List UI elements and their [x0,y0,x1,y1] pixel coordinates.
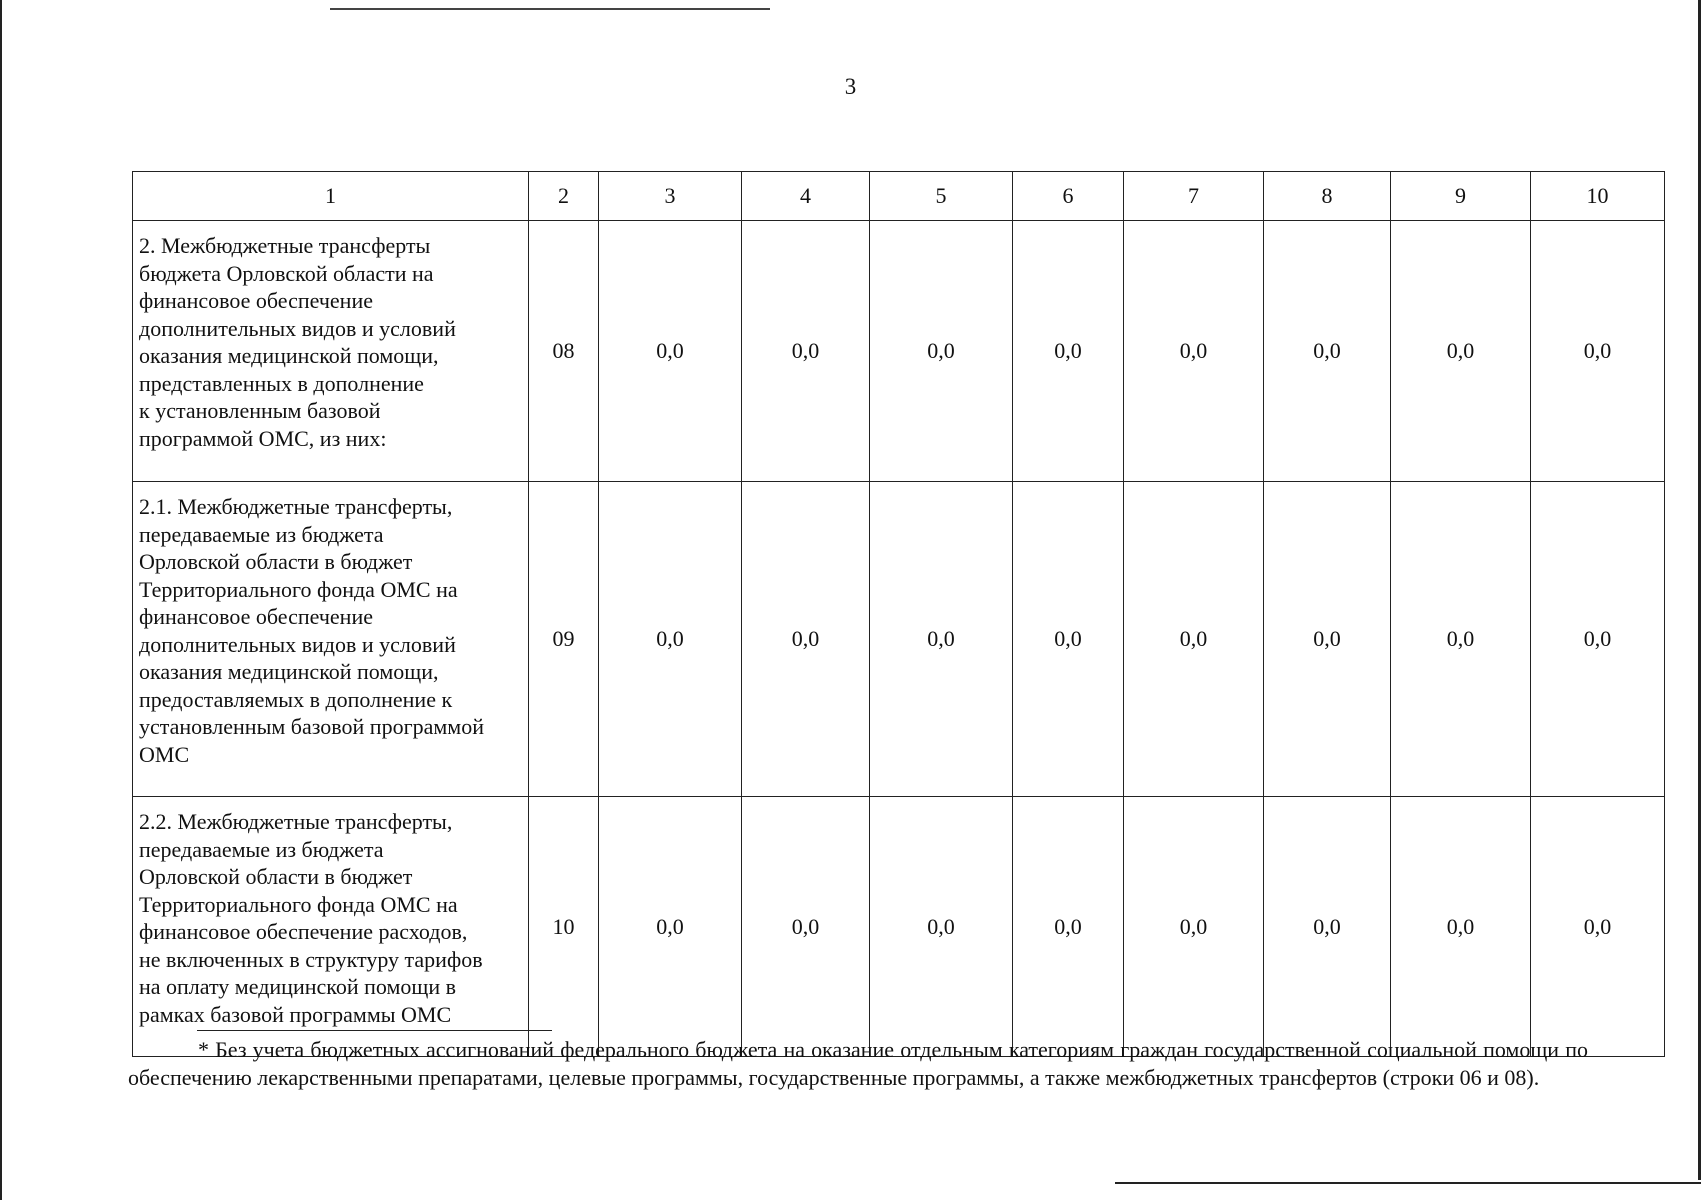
value-cell: 0,0 [742,482,870,797]
value-cell: 0,0 [870,797,1013,1057]
value-cell: 0,0 [870,221,1013,482]
table-row [133,221,1665,482]
value-cell: 0,0 [870,482,1013,797]
value-cell: 0,0 [599,797,742,1057]
row-label: 2. Межбюджетные трансферты бюджета Орловской области на финансовое обеспечение дополнительных видов и условий оказания медицинской помощи, представленных в дополнение к установленным базовой программой ОМС, из них: [133,221,529,482]
row-code: 08 [529,221,599,482]
table-header-row [133,172,1665,221]
row-label: 2.1. Межбюджетные трансферты, передаваемые из бюджета Орловской области в бюджет Территориального фонда ОМС на финансовое обеспечение дополнительных видов и условий оказания медицинской помощи, предоставляемых в дополнение к установленным базовой программой ОМС [133,482,529,797]
value-cell: 0,0 [1264,797,1391,1057]
column-number-7: 7 [1124,172,1264,221]
column-number-1: 1 [133,172,529,221]
column-number-4: 4 [742,172,870,221]
value-cell: 0,0 [1531,221,1665,482]
value-cell: 0,0 [1531,482,1665,797]
column-number-6: 6 [1013,172,1124,221]
budget-table [132,171,1665,1057]
row-code: 09 [529,482,599,797]
page-edge-bottom [1115,1182,1701,1184]
column-number-9: 9 [1391,172,1531,221]
value-cell: 0,0 [742,221,870,482]
value-cell: 0,0 [1124,797,1264,1057]
row-code: 10 [529,797,599,1057]
value-cell: 0,0 [599,482,742,797]
row-label: 2.2. Межбюджетные трансферты, передаваемые из бюджета Орловской области в бюджет Территориального фонда ОМС на финансовое обеспечение расходов, не включенных в структуру тарифов на оплату медицинской помощи в рамках базовой программы ОМС [133,797,529,1057]
column-number-5: 5 [870,172,1013,221]
value-cell: 0,0 [1391,221,1531,482]
column-number-8: 8 [1264,172,1391,221]
footnote-separator [197,1030,552,1031]
column-number-2: 2 [529,172,599,221]
value-cell: 0,0 [1013,482,1124,797]
page-edge-left [0,0,2,1200]
table-row [133,797,1665,1057]
value-cell: 0,0 [742,797,870,1057]
value-cell: 0,0 [1013,221,1124,482]
value-cell: 0,0 [1124,482,1264,797]
value-cell: 0,0 [1391,797,1531,1057]
value-cell: 0,0 [1264,221,1391,482]
value-cell: 0,0 [599,221,742,482]
footnote: * Без учета бюджетных ассигнований федерального бюджета на оказание отдельным категориям граждан государственной социальной помощи по обеспечению лекарственными препаратами, целевые программы, государственные программы, а также межбюджетных трансфертов (строки 06 и 08). [128,1037,1588,1090]
value-cell: 0,0 [1391,482,1531,797]
value-cell: 0,0 [1124,221,1264,482]
page-edge-top [330,8,770,10]
column-number-3: 3 [599,172,742,221]
value-cell: 0,0 [1013,797,1124,1057]
column-number-10: 10 [1531,172,1665,221]
value-cell: 0,0 [1264,482,1391,797]
table-row [133,482,1665,797]
value-cell: 0,0 [1531,797,1665,1057]
page-number: 3 [844,74,857,99]
